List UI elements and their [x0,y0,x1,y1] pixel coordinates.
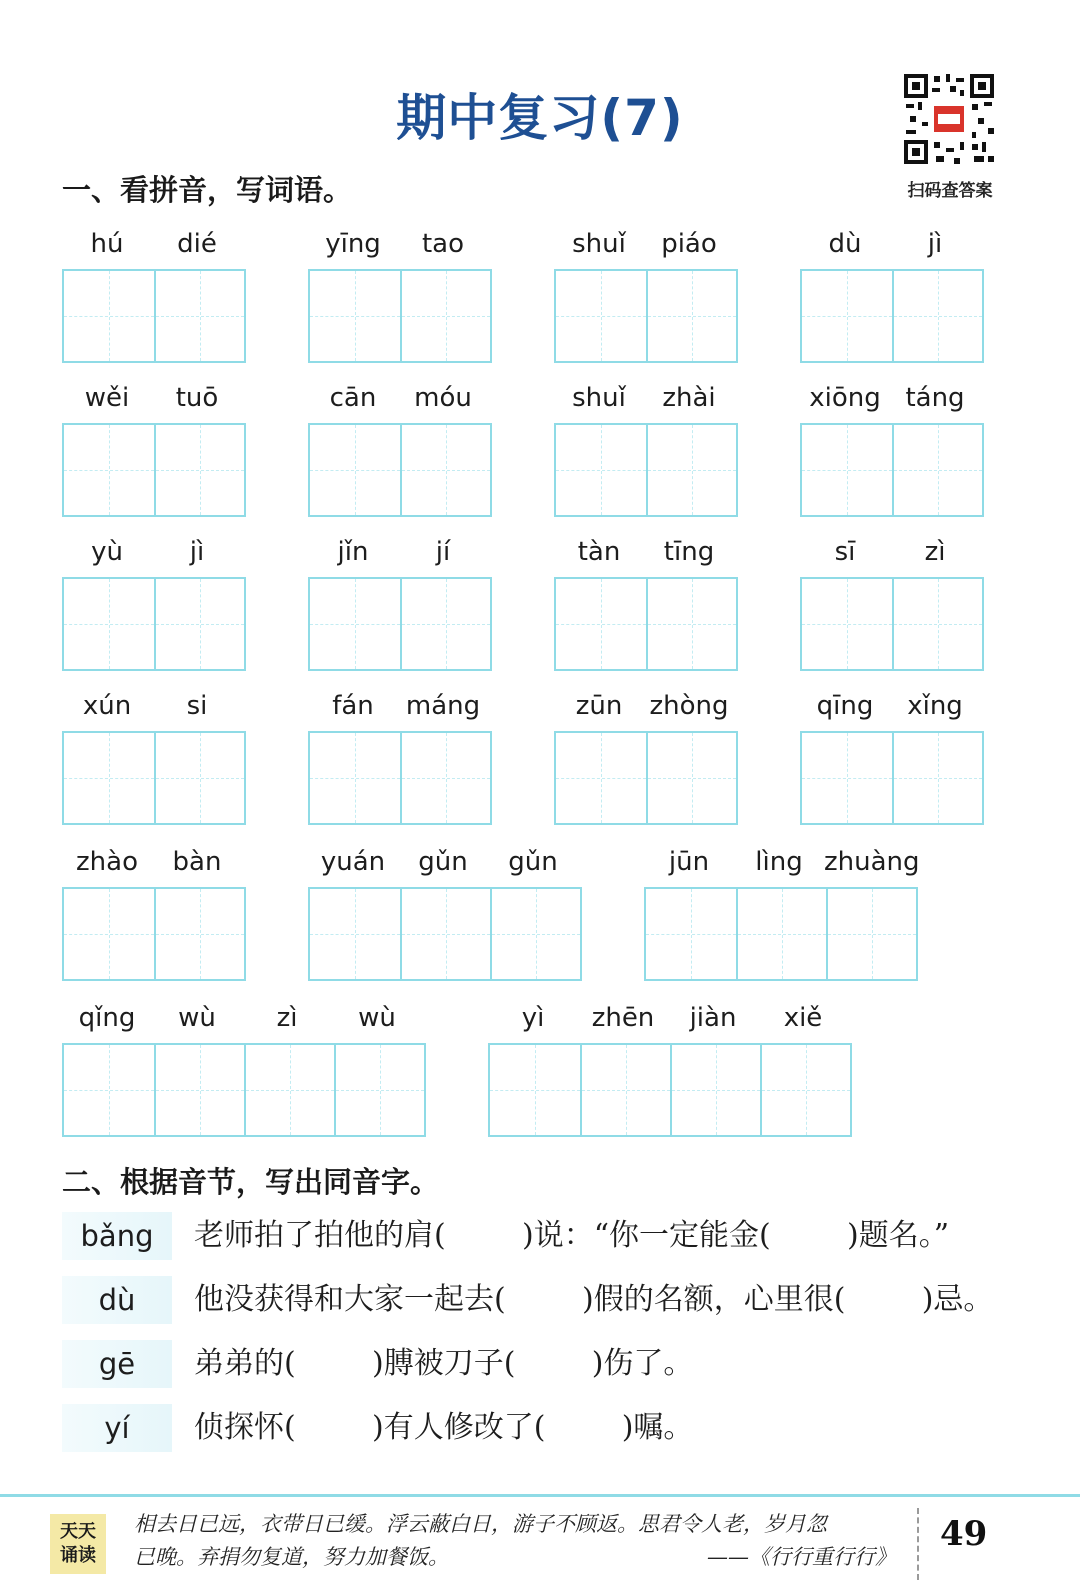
writing-grid[interactable] [800,269,984,363]
pinyin-syllable: xiě [783,1003,823,1033]
writing-grid[interactable] [308,423,492,517]
writing-cell[interactable] [802,271,892,361]
writing-cell[interactable] [154,1045,244,1135]
writing-cell[interactable] [892,733,982,823]
homophone-pinyin: bǎng [62,1212,172,1260]
pinyin-syllable: yīng [325,229,381,259]
writing-grid[interactable] [62,269,246,363]
writing-grid[interactable] [800,577,984,671]
pinyin-syllable: zhēn [591,1003,655,1033]
pinyin-syllable: tuō [175,383,219,413]
poem-line2: 已晚。弃捐勿复道，努力加餐饭。 [134,1545,449,1569]
pinyin-syllable: cān [329,383,377,413]
writing-cell[interactable] [64,889,154,979]
writing-cell[interactable] [736,889,826,979]
pinyin-syllable: dù [828,229,862,259]
pinyin-syllable: qīng [816,691,874,721]
writing-cell[interactable] [892,579,982,669]
pinyin-syllable: jí [435,537,451,567]
writing-cell[interactable] [646,579,736,669]
pinyin-syllable: wù [358,1003,396,1033]
homophone-sentence[interactable]: 侦探怀( )有人修改了( )嘱。 [194,1410,694,1445]
writing-cell[interactable] [244,1045,334,1135]
pinyin-syllable: zhài [662,383,716,413]
pinyin-syllable: zhào [76,847,138,877]
writing-grid[interactable] [62,887,246,981]
writing-cell[interactable] [64,271,154,361]
writing-cell[interactable] [310,425,400,515]
homophone-item [62,1404,1022,1454]
writing-cell[interactable] [400,733,490,823]
writing-cell[interactable] [310,733,400,823]
pinyin-syllable: xǐng [907,691,963,721]
pinyin-syllable: yuán [320,847,386,877]
pinyin-syllable: lìng [755,847,803,877]
poem-source: ——《行行重行行》 [707,1545,896,1569]
writing-cell[interactable] [646,889,736,979]
poem-line1: 相去日已远，衣带日已缓。浮云蔽白日，游子不顾返。思君令人老，岁月忽 [134,1512,827,1536]
writing-cell[interactable] [64,425,154,515]
homophone-pinyin: dù [62,1276,172,1324]
badge-line1: 天天 [60,1521,96,1542]
writing-grid[interactable] [62,423,246,517]
homophone-sentence[interactable]: 弟弟的( )膊被刀子( )伤了。 [194,1346,694,1381]
writing-cell[interactable] [490,1045,580,1135]
pinyin-syllable: táng [905,383,965,413]
pinyin-syllable: wěi [84,383,130,413]
writing-cell[interactable] [892,271,982,361]
footer-divider-line [0,1494,1080,1497]
writing-cell[interactable] [646,733,736,823]
writing-cell[interactable] [646,271,736,361]
writing-grid[interactable] [488,1043,852,1137]
pinyin-syllable: piáo [661,229,717,259]
pinyin-syllable: shuǐ [572,229,626,259]
writing-cell[interactable] [310,579,400,669]
writing-cell[interactable] [400,889,490,979]
pinyin-syllable: xún [82,691,132,721]
writing-cell[interactable] [670,1045,760,1135]
pinyin-syllable: si [186,691,208,721]
page-title: 期中复习(7) [396,89,684,147]
qr-code-icon[interactable] [902,72,996,166]
pinyin-syllable: zhòng [649,691,729,721]
homophone-item [62,1276,1022,1326]
writing-grid[interactable] [308,269,492,363]
pinyin-syllable: jūn [668,847,710,877]
pinyin-syllable: fán [332,691,374,721]
writing-cell[interactable] [556,425,646,515]
homophone-pinyin: gē [62,1340,172,1388]
pinyin-syllable: jǐn [337,537,369,567]
pinyin-syllable: tàn [577,537,621,567]
writing-grid[interactable] [644,887,918,981]
writing-cell[interactable] [490,889,580,979]
writing-grid[interactable] [554,423,738,517]
writing-cell[interactable] [646,425,736,515]
pinyin-syllable: zūn [575,691,623,721]
writing-grid[interactable] [554,731,738,825]
writing-grid[interactable] [62,1043,426,1137]
writing-cell[interactable] [154,733,244,823]
writing-cell[interactable] [400,425,490,515]
pinyin-syllable: sī [834,537,856,567]
pinyin-syllable: bàn [172,847,222,877]
pinyin-syllable: zì [924,537,946,567]
writing-cell[interactable] [556,733,646,823]
writing-cell[interactable] [892,425,982,515]
pinyin-syllable: yì [521,1003,545,1033]
pinyin-syllable: zhuàng [824,847,920,877]
writing-cell[interactable] [556,579,646,669]
pinyin-syllable: shuǐ [572,383,626,413]
writing-cell[interactable] [802,579,892,669]
pinyin-syllable: hú [90,229,124,259]
badge-line2: 诵读 [60,1545,96,1566]
pinyin-syllable: móu [414,383,472,413]
writing-cell[interactable] [760,1045,850,1135]
homophone-item [62,1340,1022,1390]
pinyin-syllable: tīng [663,537,715,567]
pinyin-syllable: gǔn [508,847,558,877]
writing-cell[interactable] [310,271,400,361]
pinyin-syllable: gǔn [418,847,468,877]
pinyin-syllable: tao [421,229,465,259]
writing-grid[interactable] [308,731,492,825]
writing-grid[interactable] [800,423,984,517]
writing-cell[interactable] [64,1045,154,1135]
writing-grid[interactable] [308,577,492,671]
writing-grid[interactable] [308,887,582,981]
writing-grid[interactable] [62,731,246,825]
writing-cell[interactable] [556,271,646,361]
homophone-sentence[interactable]: 他没获得和大家一起去( )假的名额，心里很( )忌。 [194,1282,994,1317]
writing-cell[interactable] [334,1045,424,1135]
writing-cell[interactable] [64,733,154,823]
pinyin-syllable: jiàn [689,1003,737,1033]
writing-cell[interactable] [802,733,892,823]
homophone-sentence[interactable]: 老师拍了拍他的肩( )说：“你一定能金( )题名。” [194,1218,950,1253]
writing-cell[interactable] [154,271,244,361]
writing-cell[interactable] [400,579,490,669]
pinyin-syllable: jì [927,229,943,259]
daily-reading-badge [50,1514,106,1574]
pinyin-syllable: yù [91,537,123,567]
pinyin-syllable: zì [276,1003,298,1033]
pinyin-syllable: máng [405,691,481,721]
pinyin-syllable: xiōng [809,383,881,413]
writing-grid[interactable] [554,269,738,363]
writing-cell[interactable] [580,1045,670,1135]
writing-cell[interactable] [802,425,892,515]
homophone-item [62,1212,1022,1262]
page-number: 49 [940,1514,988,1554]
writing-cell[interactable] [64,579,154,669]
section2-heading: 二、根据音节，写出同音字。 [62,1165,440,1199]
writing-grid[interactable] [62,577,246,671]
pinyin-syllable: wù [178,1003,216,1033]
writing-cell[interactable] [400,271,490,361]
homophone-pinyin: yí [62,1404,172,1452]
pinyin-syllable: jì [189,537,205,567]
footer-vertical-divider [917,1508,919,1580]
writing-cell[interactable] [310,889,400,979]
writing-cell[interactable] [154,425,244,515]
pinyin-syllable: dié [177,229,217,259]
writing-cell[interactable] [826,889,916,979]
qr-code-label: 扫码查答案 [907,181,993,201]
pinyin-syllable: qǐng [78,1003,136,1033]
writing-grid[interactable] [800,731,984,825]
writing-grid[interactable] [554,577,738,671]
section1-heading: 一、看拼音，写词语。 [62,173,353,207]
writing-cell[interactable] [154,579,244,669]
writing-cell[interactable] [154,889,244,979]
